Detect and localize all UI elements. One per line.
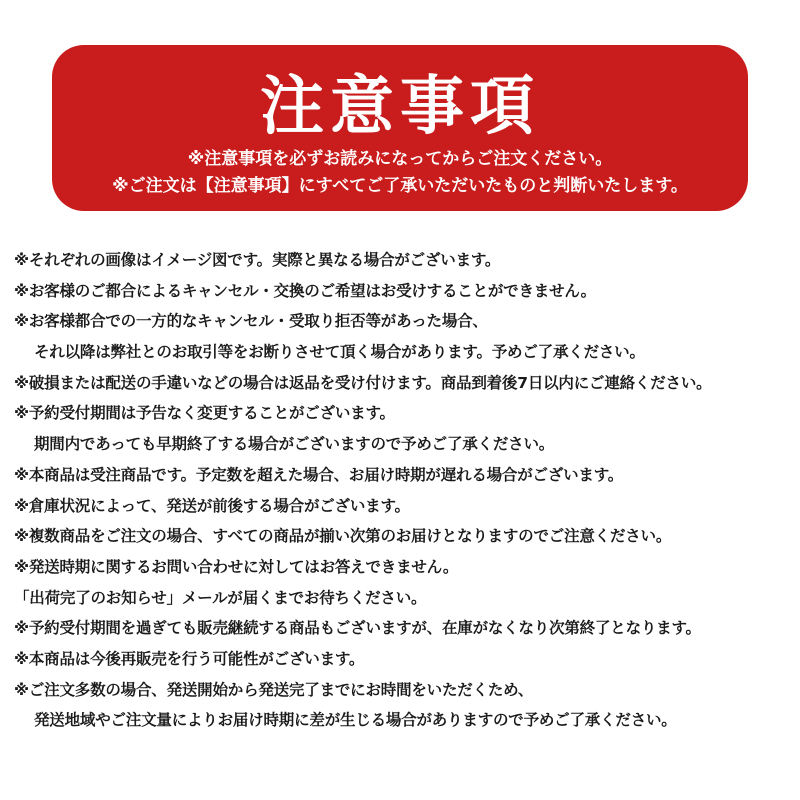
note-line: ※本商品は今後再販売を行う可能性がございます。	[14, 649, 365, 668]
note-line-continuation: 期間内であっても早期終了する場合がございますので予めご了承ください。	[34, 435, 555, 454]
note-line: ※お客様のご都合によるキャンセル・交換のご希望はお受けすることができません。	[14, 281, 596, 300]
note-line: ※ご注文多数の場合、発送開始から発送完了までにお時間をいただくため、	[14, 680, 534, 699]
note-line: ※本商品は受注商品です。予定数を超えた場合、お届け時期が遅れる場合がございます。	[14, 465, 624, 484]
notes-list	[14, 245, 794, 736]
note-line: ※予約受付期間を過ぎても販売継続する商品もございますが、在庫がなくなり次第終了となります。	[14, 619, 701, 638]
note-line: ※複数商品をご注文の場合、すべての商品が揃い次第のお届けとなりますのでご注意ください。	[14, 527, 672, 546]
note-line: ※それぞれの画像はイメージ図です。実際と異なる場合がございます。	[14, 251, 501, 269]
note-line: ※破損または配送の手違いなどの場合は返品を受け付けます。商品到着後7日以内にご連絡ください。	[14, 373, 712, 392]
notice-banner	[52, 45, 748, 211]
note-line-continuation: それ以降は弊社とのお取引等をお断りさせて頂く場合があります。予めご了承ください。	[34, 343, 645, 362]
note-line: ※発送時期に関するお問い合わせに対してはお答えできません。	[14, 557, 459, 576]
note-line: ※倉庫状況によって、発送が前後する場合がございます。	[14, 496, 410, 515]
banner-subtitle-read-first: ※注意事項を必ずお読みになってからご注文ください。	[187, 149, 613, 169]
note-line: ※お客様都合での一方的なキャンセル・受取り拒否等があった場合、	[14, 312, 488, 331]
banner-title: 注意事項	[260, 70, 540, 144]
note-line-continuation: 発送地域やご注文量によりお届け時期に差が生じる場合がありますので予めご了承ください。	[34, 711, 677, 730]
banner-subtitle-agreement: ※ご注文は【注意事項】にすべてご了承いただいたものと判断いたします。	[112, 176, 688, 196]
note-line: ※予約受付期間は予告なく変更することがございます。	[14, 404, 395, 423]
note-line-continuation: 「出荷完了のお知らせ」メールが届くまでお待ちください。	[14, 588, 427, 607]
